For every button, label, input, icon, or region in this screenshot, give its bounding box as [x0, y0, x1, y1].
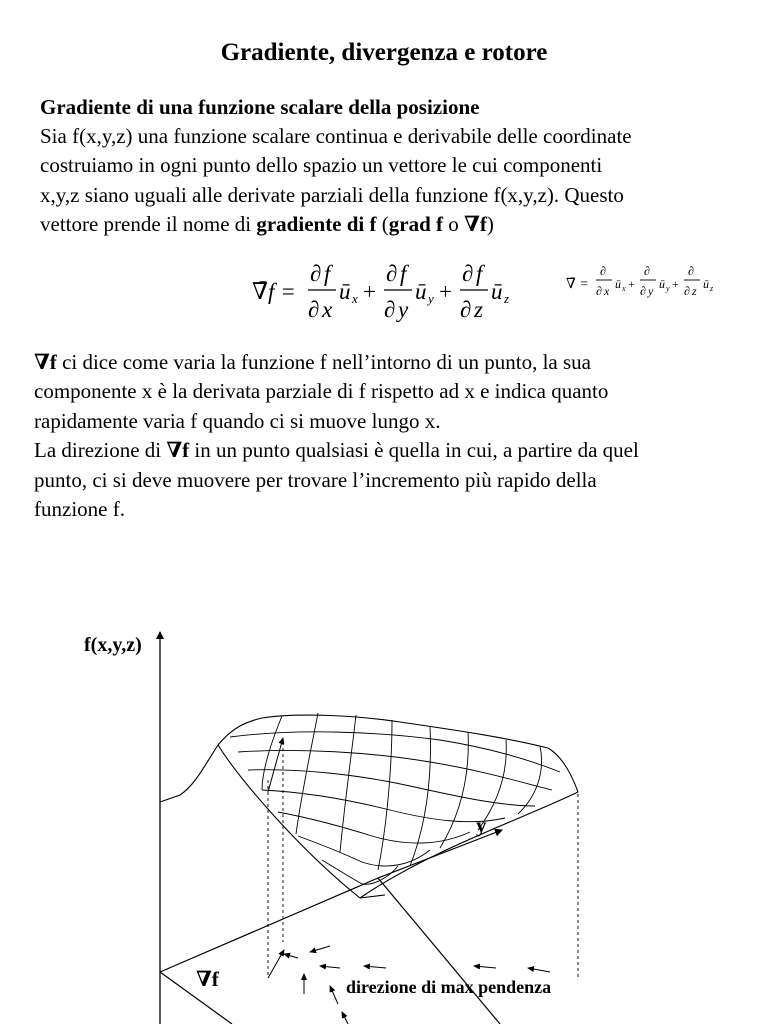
- frac3-den-d: ∂: [460, 297, 472, 322]
- intro-paragraph: [40, 122, 740, 240]
- frac1-den-x: x: [322, 297, 333, 322]
- frac3-den-z: z: [474, 297, 483, 322]
- frac2-num-d: ∂: [386, 261, 398, 286]
- intro-line-2: costruiamo in ogni punto dello spazio un vettore le cui componenti: [40, 153, 603, 178]
- frac3-num-d: ∂: [462, 261, 474, 286]
- op-unit-x: ū: [615, 277, 621, 291]
- y-axis: [378, 830, 502, 878]
- term-grad-f: grad f: [388, 212, 444, 237]
- function-surface: [160, 715, 578, 898]
- op-frac1-num: ∂: [600, 264, 606, 278]
- section-heading: Gradiente di una funzione scalare della posizione: [40, 95, 480, 119]
- unit-sub-x: x: [352, 291, 358, 306]
- op-frac3-den-z: z: [692, 284, 697, 298]
- base-plane: [160, 878, 500, 1024]
- gradient-meaning-paragraph: [34, 348, 746, 524]
- meaning-line-2: componente x è la derivata parziale di f rispetto ad x e indica quanto: [34, 379, 609, 404]
- gradient-formula: [250, 255, 530, 330]
- op-frac1-den-x: x: [604, 284, 610, 298]
- op-plus-2: +: [672, 277, 679, 291]
- frac3-num-f: f: [476, 261, 483, 286]
- frac2-num-f: f: [400, 261, 407, 286]
- meaning-line-4-start: La direzione di: [34, 438, 167, 463]
- meaning-line-4-rest: in un punto qualsiasi è quella in cui, a partire da quel: [189, 438, 639, 463]
- meaning-line-4-bold: ∇f: [166, 438, 190, 463]
- meaning-line-1: [34, 348, 746, 377]
- meaning-line-1-rest: ci dice come varia la funzione f nell’intorno di un punto, la sua: [56, 350, 591, 374]
- unit-sub-z: z: [504, 291, 510, 306]
- meaning-line-1-bold: ∇f: [34, 350, 57, 374]
- meaning-line-5: punto, ci si deve muovere per trovare l’incremento più rapido della: [34, 467, 597, 492]
- y-axis-label: y: [476, 813, 487, 837]
- op-frac2-num: ∂: [644, 264, 650, 278]
- op-unit-sub-x: x: [622, 284, 626, 293]
- intro-line-4: [40, 210, 740, 239]
- op-frac3-den-d: ∂: [684, 284, 690, 298]
- intro-line-4-start: vettore prende il nome di: [40, 212, 257, 237]
- term-nabla-f: ∇f: [464, 212, 487, 237]
- frac1-den-d: ∂: [308, 297, 320, 322]
- op-frac1-den-d: ∂: [596, 284, 602, 298]
- plus-2: +: [439, 279, 452, 304]
- intro-line-4-mid2: o: [443, 212, 465, 237]
- page-title: Gradiente, divergenza e rotore: [220, 39, 548, 66]
- direction-label: direzione di max pendenza: [346, 977, 552, 997]
- op-unit-sub-z: z: [710, 284, 714, 293]
- unit-vector-z: ū: [491, 279, 503, 304]
- op-frac3-num: ∂: [688, 264, 694, 278]
- nabla-f-label: ∇f: [196, 967, 219, 991]
- plus-1: +: [363, 279, 376, 304]
- meaning-line-3: rapidamente varia f quando ci si muove lungo x.: [34, 408, 441, 433]
- frac2-den-y: y: [398, 297, 409, 322]
- meaning-line-6: funzione f.: [34, 497, 125, 522]
- unit-sub-y: y: [428, 291, 434, 306]
- term-gradiente: gradiente di f: [256, 212, 377, 237]
- nabla-lhs: ∇̄ =: [566, 277, 589, 292]
- op-frac2-den-y: y: [648, 284, 654, 298]
- op-plus-1: +: [628, 277, 635, 291]
- unit-vector-y: ū: [415, 279, 427, 304]
- unit-vector-x: ū: [339, 279, 351, 304]
- frac2-den-d: ∂: [384, 297, 396, 322]
- intro-line-4-mid1: (: [376, 212, 389, 237]
- surface-mesh: [230, 713, 560, 884]
- f-axis-label: f(x,y,z): [84, 634, 142, 656]
- gradient-surface-figure: [0, 610, 768, 1024]
- op-unit-sub-y: y: [666, 284, 670, 293]
- intro-line-4-end: ): [486, 212, 494, 237]
- intro-line-1: Sia f(x,y,z) una funzione scalare continua e derivabile delle coordinate: [40, 124, 632, 148]
- nabla-operator-formula: [562, 262, 742, 308]
- op-frac2-den-d: ∂: [640, 284, 646, 298]
- frac1-num-f: f: [324, 261, 331, 286]
- op-unit-z: ū: [703, 277, 709, 291]
- formula-lhs: ∇̄f =: [252, 279, 296, 304]
- meaning-line-4: [34, 436, 746, 465]
- op-unit-y: ū: [659, 277, 665, 291]
- frac1-num-d: ∂: [310, 261, 322, 286]
- intro-line-3: x,y,z siano uguali alle derivate parziali della funzione f(x,y,z). Questo: [40, 182, 624, 207]
